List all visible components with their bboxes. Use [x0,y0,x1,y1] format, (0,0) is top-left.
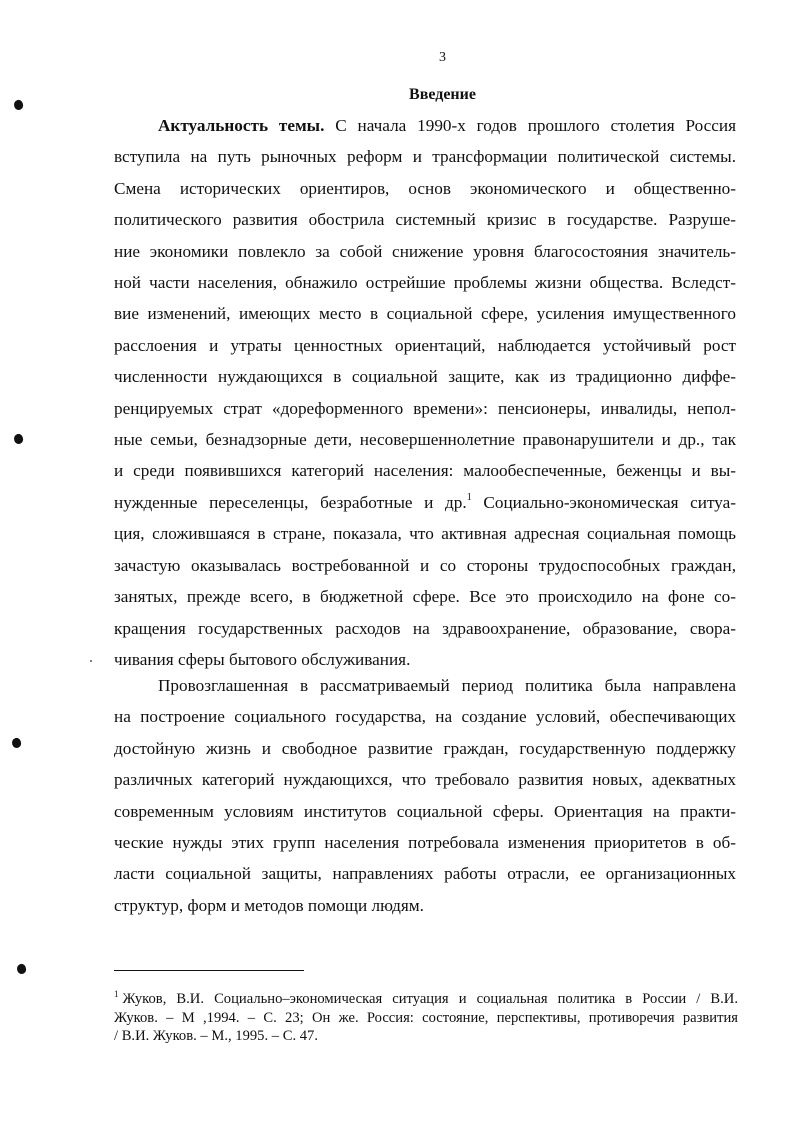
text-line: политического развития обострила системный кризис в государстве. Разруше- [114,210,736,230]
text-line: вступила на путь рыночных реформ и трансформации политической системы. [114,147,736,167]
paragraph-policy [114,670,736,921]
footnote [114,990,738,1046]
text-line: ной части населения, обнажило острейшие проблемы жизни общества. Вследст- [114,273,736,293]
text-line: ние экономики повлекло за собой снижение уровня благосостояния значитель- [114,241,736,261]
footnote-line: Жуков. – М ,1994. – С. 23; Он же. Россия: состояние, перспективы, противоречия развития [114,1009,738,1026]
text-line: достойную жизнь и свободное развитие граждан, государственную поддержку [114,738,736,758]
text-line: численности нуждающихся в социальной защите, как из традиционно диффе- [114,367,736,387]
paragraph-relevance [114,110,736,675]
binding-hole-mark [11,737,23,749]
text-line: структур, форм и методов помощи людям. [114,895,424,915]
text-line: чивания сферы бытового обслуживания. [114,649,411,669]
footnote-line: / В.И. Жуков. – М., 1995. – С. 47. [114,1028,318,1044]
text-line: расслоения и утраты ценностных ориентаций, наблюдается устойчивый рост [114,335,736,355]
lead-phrase: Актуальность темы. [158,116,325,135]
text-line: нужденные переселенцы, безработные и др.$^1$ Социально-экономическая ситуа- [114,491,736,512]
text-line: и среди появившихся категорий населения: малообеспеченные, беженцы и вы- [114,461,736,481]
text-line: Смена исторических ориентиров, основ экономического и общественно- [114,178,736,198]
binding-hole-mark [16,963,28,975]
text-line: Провозглашенная в рассматриваемый период политика была направлена [158,676,736,695]
scan-speck [90,660,92,662]
section-heading: Введение [409,86,476,103]
text-line: ренцируемых страт «дореформенного времени»: пенсионеры, инвалиды, непол- [114,398,736,418]
page-number: 3 [439,50,446,65]
footnote-line: $^1$ Жуков, В.И. Социально–экономическая ситуация и социальная политика в России / В.И. [114,989,738,1007]
binding-hole-mark [13,433,25,445]
text-line: вие изменений, имеющих место в социальной сфере, усиления имущественного [114,304,736,324]
text-line: зачастую оказывалась востребованной и со стороны трудоспособных граждан, [114,555,736,575]
text-line: ция, сложившаяся в стране, показала, что активная адресная социальная помощь [114,524,736,544]
binding-hole-mark [13,99,25,111]
text-line: ные семьи, безнадзорные дети, несовершеннолетние правонарушители и др., так [114,430,736,450]
footnote-mark: 1 [114,989,119,999]
text-line: ласти социальной защиты, направлениях работы отрасли, ее организационных [114,864,736,884]
text-line: на построение социального государства, на создание условий, обеспечивающих [114,707,736,727]
text-line: Актуальность темы. С начала 1990-х годов прошлого столетия Россия [158,116,736,135]
text-line: ческие нужды этих групп населения потребовала изменения приоритетов в об- [114,833,736,853]
text-line: современным условиям институтов социальной сферы. Ориентация на практи- [114,801,736,821]
text-line: кращения государственных расходов на здравоохранение, образование, свора- [114,618,736,638]
text-line: занятых, прежде всего, в бюджетной сфере. Все это происходило на фоне со- [114,587,736,607]
text-line: различных категорий нуждающихся, что требовало развития новых, адекватных [114,770,736,790]
footnote-separator [114,970,304,971]
footnote-reference[interactable]: 1 [466,491,472,503]
